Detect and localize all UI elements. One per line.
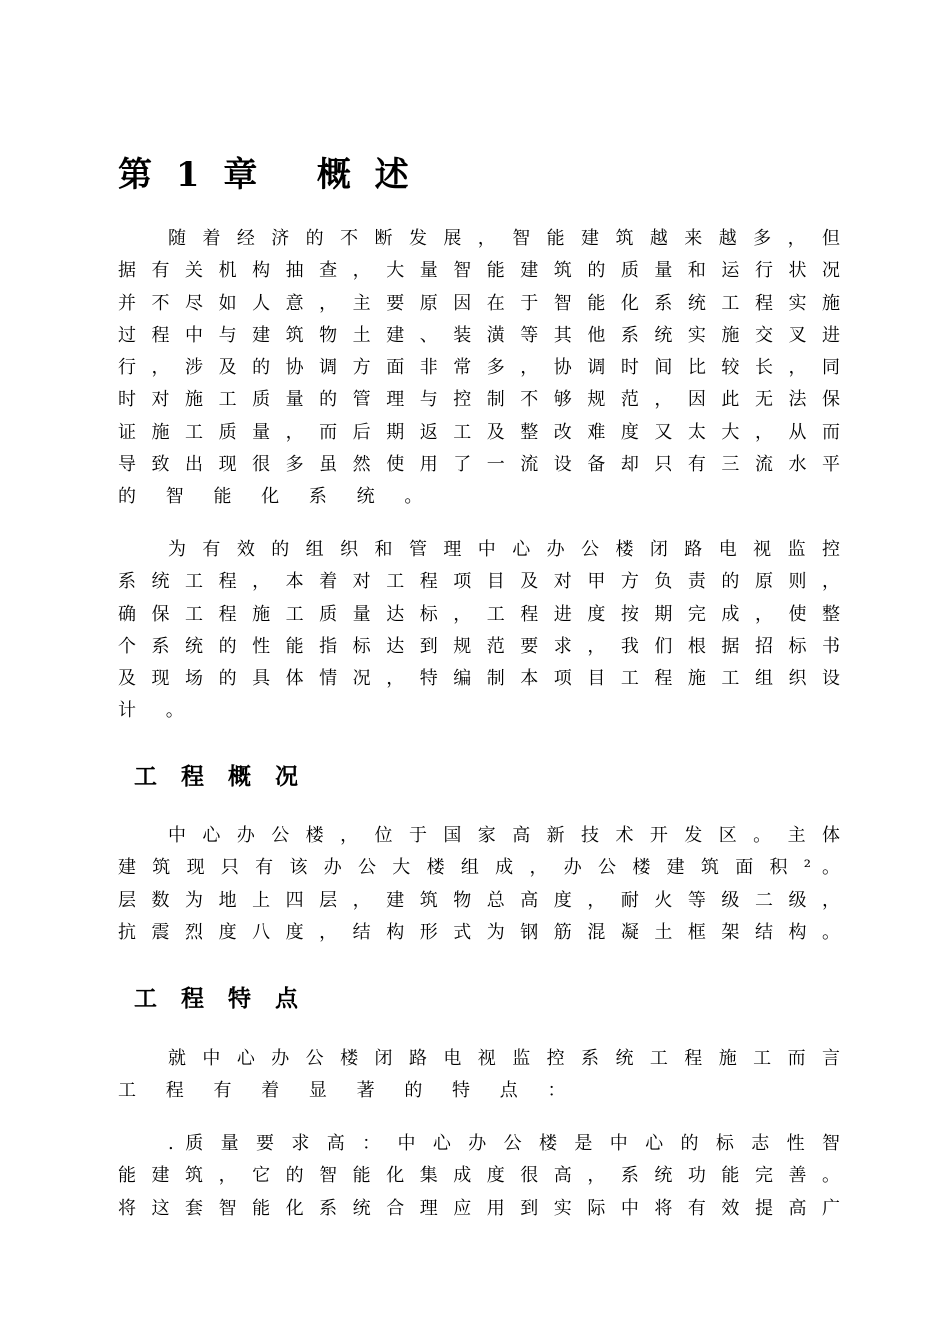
features-point-paragraph — [118, 1128, 840, 1225]
paragraph-line: 及 现 场 的 具 体 情 况 ， 特 编 制 本 项 目 工 程 施 工 组 织 设 — [118, 668, 840, 690]
paragraph-line: 的 智 能 化 系 统 。 — [118, 486, 435, 508]
overview-paragraph — [118, 820, 840, 949]
section-heading-features: 工 程 特 点 — [134, 986, 307, 1012]
paragraph-line: 系 统 工 程 ， 本 着 对 工 程 项 目 及 对 甲 方 负 责 的 原 则 ， — [118, 571, 840, 593]
paragraph-line: 抗 震 烈 度 八 度 ， 结 构 形 式 为 钢 筋 混 凝 土 框 架 结 构 。 — [118, 921, 840, 943]
paragraph-line: 能 建 筑 ， 它 的 智 能 化 集 成 度 很 高 ， 系 统 功 能 完 善 。 — [118, 1165, 840, 1187]
paragraph-line: 中 心 办 公 楼 ， 位 于 国 家 高 新 技 术 开 发 区 。 主 体 — [168, 825, 840, 846]
paragraph-line: 过 程 中 与 建 筑 物 土 建 、 装 潢 等 其 他 系 统 实 施 交 叉 进 — [118, 324, 840, 346]
paragraph-line: 证 施 工 质 量 ， 而 后 期 返 工 及 整 改 难 度 又 太 大 ， 从 而 — [118, 421, 840, 443]
paragraph-line: 工 程 有 着 显 著 的 特 点 ： — [118, 1080, 578, 1102]
paragraph-line: 行 ， 涉 及 的 协 调 方 面 非 常 多 ， 协 调 时 间 比 较 长 ， 同 — [118, 357, 840, 379]
features-intro-paragraph — [118, 1043, 840, 1108]
paragraph-line: 层 数 为 地 上 四 层 ， 建 筑 物 总 高 度 ， 耐 火 等 级 二 级 ， — [118, 889, 840, 911]
paragraph-line: 并 不 尽 如 人 意 ， 主 要 原 因 在 于 智 能 化 系 统 工 程 实 施 — [118, 292, 840, 314]
paragraph-line: . 质 量 要 求 高 ： 中 心 办 公 楼 是 中 心 的 标 志 性 智 — [168, 1133, 840, 1154]
paragraph-line: 就 中 心 办 公 楼 闭 路 电 视 监 控 系 统 工 程 施 工 而 言 — [168, 1048, 840, 1069]
paragraph-line: 为 有 效 的 组 织 和 管 理 中 心 办 公 楼 闭 路 电 视 监 控 — [168, 539, 840, 560]
paragraph-line: 将 这 套 智 能 化 系 统 合 理 应 用 到 实 际 中 将 有 效 提 高 广 — [118, 1197, 840, 1219]
paragraph-line: 随 着 经 济 的 不 断 发 展 ， 智 能 建 筑 越 来 越 多 ， 但 — [168, 228, 840, 249]
paragraph-line: 确 保 工 程 施 工 质 量 达 标 ， 工 程 进 度 按 期 完 成 ， 使 整 — [118, 603, 840, 625]
paragraph-line: 时 对 施 工 质 量 的 管 理 与 控 制 不 够 规 范 ， 因 此 无 法 保 — [118, 389, 840, 411]
paragraph-line: 建 筑 现 只 有 该 办 公 大 楼 组 成 ， 办 公 楼 建 筑 面 积 ² 。 — [118, 857, 840, 879]
paragraph-line: 个 系 统 的 性 能 指 标 达 到 规 范 要 求 ， 我 们 根 据 招 标 书 — [118, 635, 840, 657]
paragraph-line: 计 。 — [118, 700, 196, 722]
intro-paragraph-2 — [118, 534, 840, 728]
paragraph-line: 据 有 关 机 构 抽 查 ， 大 量 智 能 建 筑 的 质 量 和 运 行 状 况 — [118, 260, 840, 282]
paragraph-line: 导 致 出 现 很 多 虽 然 使 用 了 一 流 设 备 却 只 有 三 流 水 平 — [118, 454, 840, 476]
chapter-title: 第 1 章 概 述 — [118, 155, 415, 195]
section-heading-overview: 工 程 概 况 — [134, 764, 307, 790]
intro-paragraph-1 — [118, 223, 840, 514]
